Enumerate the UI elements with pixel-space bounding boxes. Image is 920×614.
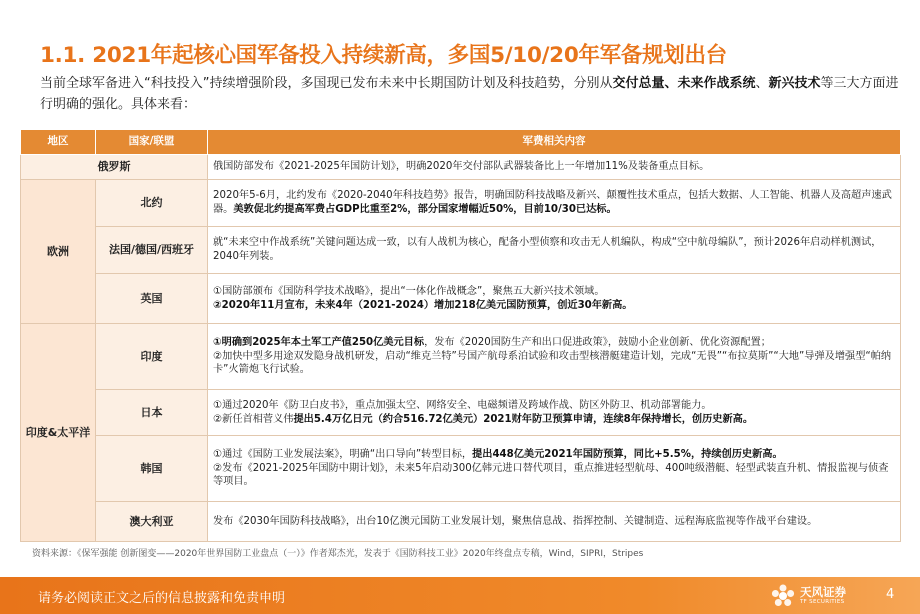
content-text: 2020年5-6月，北约发布《2020-2040年科技趋势》报告，明确国防科技战略及新兴、颠覆性技术重点，包括大数据、人工智能、机器人及高超声速武器。 — [213, 190, 892, 215]
country-japan: 日本 — [96, 390, 208, 436]
disclaimer-link[interactable]: 请务必阅读正文之后的信息披露和免责申明 — [38, 591, 286, 606]
country-india: 印度 — [96, 324, 208, 390]
content-text: 发布《2030年国防科技战略》，出台10亿澳元国防工业发展计划，聚焦信息战、指挥控制、关键制造、远程海底监视等作战平台建设。 — [213, 515, 818, 527]
country-korea: 韩国 — [96, 436, 208, 502]
military-budget-table — [20, 129, 901, 542]
table-row — [21, 180, 901, 227]
header-region: 地区 — [21, 130, 96, 155]
content-text: ②加快中型多用途双发隐身战机研发，启动“维克兰特”号国产航母系泊试验和攻击型核潜艇建造计划，完成“无畏”“布拉莫斯”“大地”导弹及增强型“帕纳卡”火箭炮飞行试验。 — [213, 350, 892, 376]
page-title: 1.1. 2021年起核心国军备投入持续新高，多国5/10/20年军备规划出台 — [40, 43, 727, 68]
header-country: 国家/联盟 — [96, 130, 208, 155]
logo-text-cn: 天风证券 — [800, 585, 846, 599]
content-text: ①国防部颁布《国防科学技术战略》，提出“一体化作战概念”，聚焦五大新兴技术领域。 — [213, 285, 605, 297]
content-text: ②新任首相菅义伟 — [213, 413, 294, 425]
logo-text-en: TF SECURITIES — [800, 599, 845, 605]
content-bold: 提出5.4万亿日元（约合516.72亿美元）2021财年防卫预算申请，连续8年保持增长，创历史新高。 — [293, 413, 754, 425]
country-nato: 北约 — [96, 180, 208, 227]
intro-text-3: 等三大方面进行明确的强化。具体来看： — [40, 76, 899, 112]
intro-paragraph — [40, 73, 900, 115]
content-text: ①通过2020年《防卫白皮书》，重点加强太空、网络安全、电磁频谱及跨域作战、防区外防卫、机动部署能力。 — [213, 399, 712, 411]
country-fr-de-es: 法国/德国/西班牙 — [96, 227, 208, 274]
content-australia — [208, 502, 901, 542]
intro-text-1: 当前全球军备进入“科技投入”持续增强阶段，多国现已发布未来中长期国防计划及科技趋势，分别从 — [40, 76, 613, 91]
content-bold: ②2020年11月宣布，未来4年（2021-2024）增加218亿美元国防预算，创近30年新高。 — [213, 299, 633, 311]
content-text: ，发布《2020国防生产和出口促进政策》，鼓励小企业创新、优化资源配置； — [424, 337, 771, 349]
content-nato — [208, 180, 901, 227]
source-note: 资料来源：《保军强能 创新图变——2020年世界国防工业盘点（一）》作者郑杰光，发表于《国防科技工业》2020年终盘点专稿，Wind，SIPRI，Stripes — [32, 549, 644, 559]
content-fr-de-es — [208, 227, 901, 274]
content-text: 俄国防部发布《2021-2025年国防计划》，明确2020年交付部队武器装备比上一年增加11%及装备重点目标。 — [213, 161, 710, 173]
intro-text-2: 、 — [755, 76, 769, 91]
table-row — [21, 155, 901, 180]
table-row — [21, 436, 901, 502]
content-text: 就“未来空中作战系统”关键问题达成一致，以有人战机为核心，配备小型侦察和攻击无人机编队，构成“空中航母编队”，预计2026年启动样机测试，2040年列装。 — [213, 237, 882, 262]
content-text: ②发布《2021-2025年国防中期计划》，未来5年启动300亿韩元进口替代项目，重点推进轻型航母、400吨级潜艇、轻型武装直升机、情报监视与侦查等项目。 — [213, 462, 889, 488]
footer-bar — [0, 577, 920, 614]
header-content: 军费相关内容 — [208, 130, 901, 155]
content-russia — [208, 155, 901, 180]
table-row — [21, 324, 901, 390]
table-row — [21, 502, 901, 542]
content-japan — [208, 390, 901, 436]
table-row — [21, 274, 901, 324]
company-logo — [770, 582, 870, 610]
table-row — [21, 227, 901, 274]
content-india — [208, 324, 901, 390]
content-text: ①通过《国防工业发展法案》，明确“出口导向”转型目标， — [213, 449, 473, 461]
country-australia: 澳大利亚 — [96, 502, 208, 542]
region-europe: 欧洲 — [21, 180, 96, 324]
country-russia: 俄罗斯 — [21, 155, 208, 180]
page-number: 4 — [886, 587, 895, 602]
country-uk: 英国 — [96, 274, 208, 324]
content-bold: 美敦促北约提高军费占GDP比重至2%，部分国家增幅近50%，目前10/30已达标。 — [233, 204, 617, 215]
region-indo-pacific: 印度&太平洋 — [21, 324, 96, 542]
content-uk — [208, 274, 901, 324]
table-header-row — [21, 130, 901, 155]
table-row — [21, 390, 901, 436]
tf-flower-logo-icon — [770, 583, 796, 609]
intro-bold-1: 交付总量、未来作战系统 — [612, 76, 756, 91]
content-bold: 提出448亿美元2021年国防预算，同比+5.5%，持续创历史新高。 — [472, 449, 783, 461]
content-bold: ①明确到2025年本土军工产值250亿美元目标 — [213, 337, 425, 349]
content-korea — [208, 436, 901, 502]
intro-bold-2: 新兴技术 — [768, 76, 821, 91]
